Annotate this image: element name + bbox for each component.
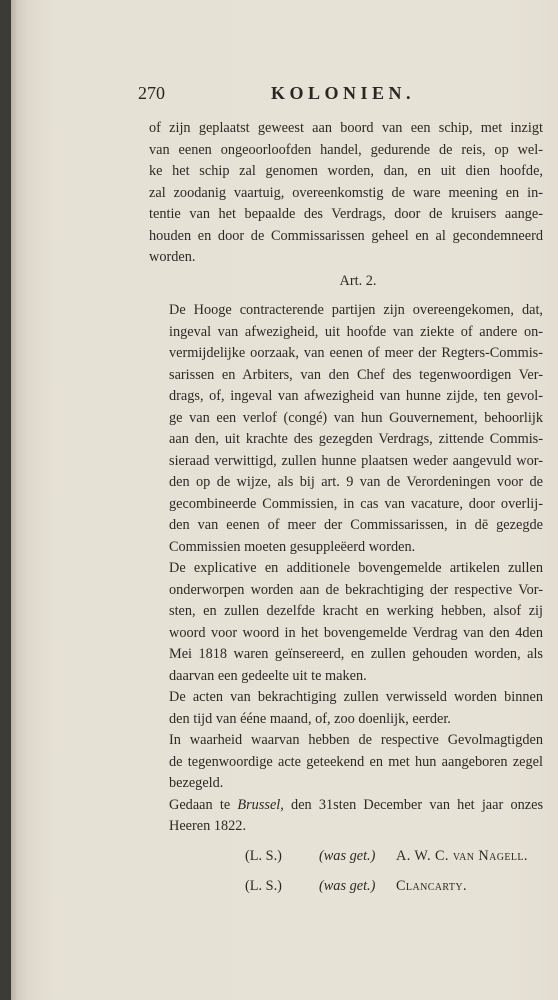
running-title: KOLONIEN.: [271, 83, 416, 103]
signatory-name: A. W. C. van Nagell.: [396, 847, 528, 864]
text-line: woord voor woord in het bovengemelde Verdrag van den 4den: [169, 624, 543, 641]
text-line: daarvan een gedeelte uit te maken.: [169, 667, 367, 684]
text-line: Heeren 1822.: [169, 818, 247, 834]
text-line: gecombineerde Commissien, in cas van vacature, door overlij-: [169, 495, 543, 512]
text-line: drags, of, ingeval van afwezigheid van hunne zijde, ten gevol-: [169, 388, 543, 404]
text-line: ge van een verlof (congé) van hun Gouvernement, behoorlijk: [169, 409, 543, 426]
text-line: vermijdelijke oorzaak, van eenen of meer der Regters-Commis-: [169, 345, 543, 361]
text-line: sieraad verwittigd, zullen hunne plaatsen weder aangevuld wor-: [169, 452, 543, 469]
text-line: van eenen ongeoorloofden handel, gedurende de reis, op wel-: [149, 141, 543, 158]
text-line: bezegeld.: [169, 775, 224, 791]
text-line: De explicative en additionele bovengemelde artikelen zullen: [169, 560, 543, 576]
seal-mark: (L. S.): [245, 877, 282, 894]
text-line: de tegenwoordige acte geteekend en met hun aangeboren zegel: [169, 753, 543, 770]
text-line: onderworpen worden aan de bekrachtiging der respective Vor-: [169, 581, 543, 598]
text-line: den van eenen of meer der Commissarissen, in dē gezegde: [169, 517, 543, 533]
paragraph-continued: [149, 118, 543, 269]
was-get-note: (was get.): [319, 847, 376, 864]
seal-mark: (L. S.): [245, 847, 282, 864]
text-line: worden.: [149, 249, 196, 265]
article-heading: Art. 2.: [339, 272, 377, 289]
place-name: Brussel: [237, 796, 281, 813]
text-line: Commissien moeten gesuppleëerd worden.: [169, 538, 416, 555]
text-line: sten, en zullen dezelfde kracht en werking hebben, alsof zij: [169, 603, 543, 619]
text-line: zal zoodanig vaartuig, overeenkomstig de ware meening en in-: [149, 184, 543, 201]
text-line: houden en door de Commissarissen geheel en al gecondemneerd: [149, 227, 543, 244]
text-line: In waarheid waarvan hebben de respective Gevolmagtigden: [169, 732, 543, 748]
paragraph: [149, 558, 543, 687]
text-line: den op de wijze, als bij art. 9 van de Verordeningen voor de: [169, 474, 543, 490]
text-line: aan den, uit krachte des gezegden Verdrags, zittende Commis-: [169, 431, 543, 447]
page-body: [149, 118, 543, 906]
text-line: De acten van bekrachtiging zullen verwisseld worden binnen: [169, 689, 543, 705]
page-number: 270: [138, 83, 165, 103]
signatory-name: Clancarty.: [396, 877, 467, 894]
was-get-note: (was get.): [319, 877, 376, 894]
closing-paragraph: [149, 795, 543, 838]
text-line: sarissen en Arbiters, van den Chef des tegenwoordigen Ver-: [169, 366, 543, 383]
text-line: ke het schip zal genomen worden, dan, en uit dien hoofde,: [149, 163, 543, 179]
signature-line: [149, 846, 543, 876]
text-line: tentie van het bepaalde des Verdrags, door de kruisers aange-: [149, 206, 543, 222]
signature-line: [149, 876, 543, 906]
paragraph: [149, 300, 543, 558]
page-header: [138, 83, 534, 107]
text-line: of zijn geplaatst geweest aan boord van een schip, met inzigt: [149, 120, 543, 136]
paragraph: [149, 730, 543, 795]
text-line: Gedaan te Brussel, den 31sten December van het jaar onzes: [169, 796, 544, 813]
text-line: Mei 1818 waren geïnsereerd, en zullen gehouden worden, als: [169, 646, 543, 662]
text-line: den tijd van ééne maand, of, zoo doenlijk, eerder.: [169, 710, 451, 727]
book-page: [11, 0, 558, 1000]
paragraph: [149, 687, 543, 730]
text-line: ingeval van afwezigheid, uit hoofde van ziekte of andere on-: [169, 323, 543, 340]
text-line: De Hooge contracterende partijen zijn overeengekomen, dat,: [169, 302, 543, 318]
